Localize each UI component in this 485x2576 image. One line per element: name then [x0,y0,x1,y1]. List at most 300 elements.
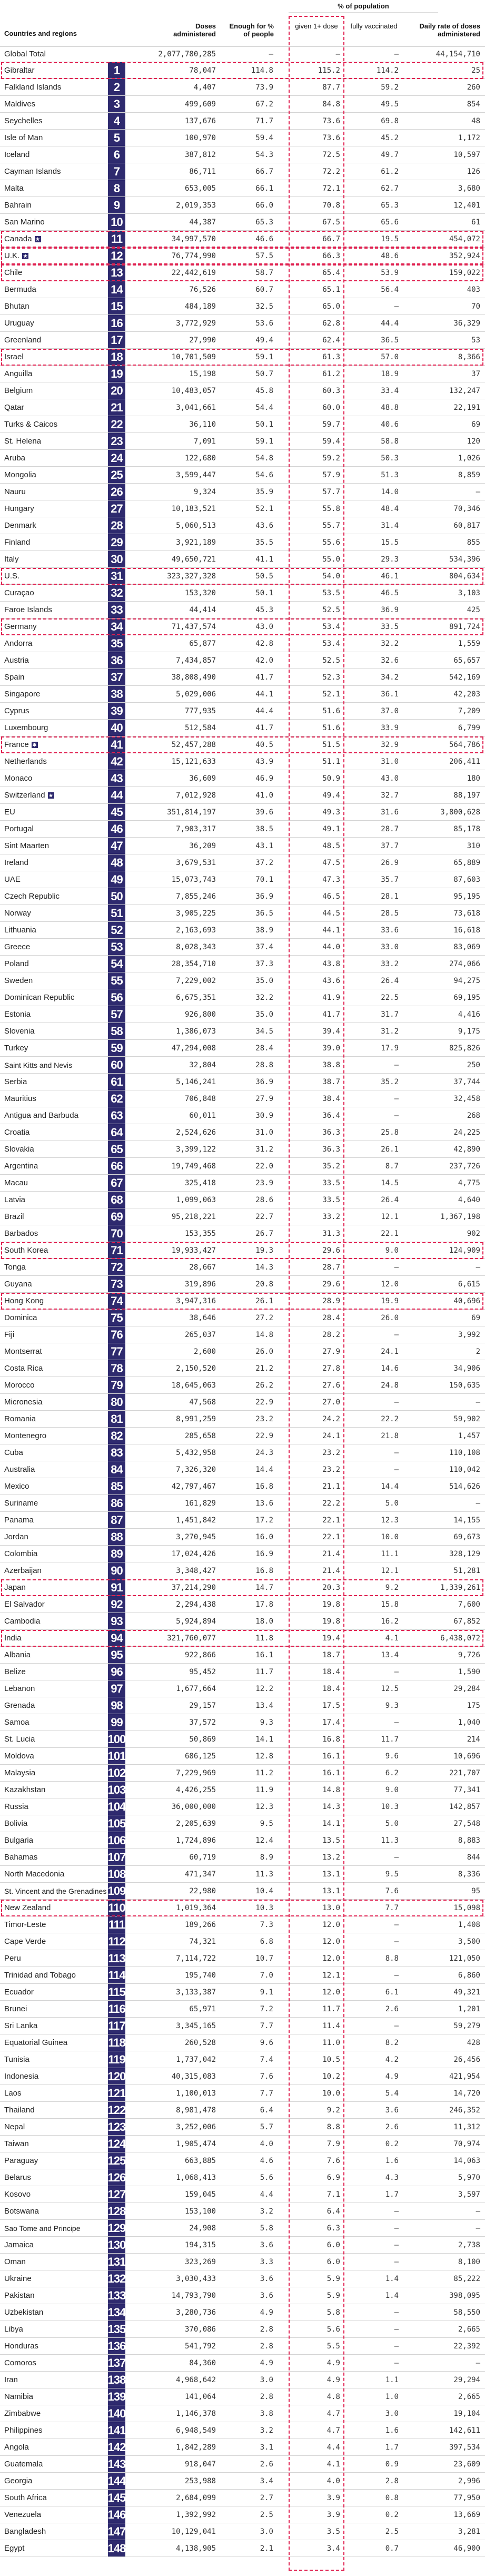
first-dose-cell: 60.3 [322,386,340,395]
daily-rate-cell: – [476,2358,480,2367]
enough-cell: 66.1 [255,184,273,193]
enough-cell: 10.7 [255,1954,273,1963]
doses-cell: 321,760,077 [167,1634,216,1643]
table-row [0,2085,485,2102]
country-name [4,1175,107,1191]
enough-cell: 7.0 [260,1971,273,1980]
fully-vaccinated-cell: 69.8 [381,116,399,125]
daily-rate-cell: 94,275 [453,976,480,985]
country-name [4,551,107,567]
enough-cell: 41.7 [255,723,273,732]
doses-cell: 323,327,328 [167,572,216,581]
enough-cell: 53.6 [255,319,273,328]
table-header [0,0,485,46]
rank-badge: 108 [108,1866,125,1882]
global-daily-rate: 44,154,710 [435,50,480,58]
table-row [0,500,485,517]
table-row [0,2456,485,2473]
fully-vaccinated-cell: – [394,2207,399,2216]
fully-vaccinated-cell: 51.3 [381,470,399,479]
first-dose-cell: 27.0 [322,1398,340,1407]
daily-rate-cell: 22,191 [453,403,480,412]
table-row [0,2270,485,2287]
first-dose-cell: 61.3 [322,352,340,361]
country-name [4,585,107,601]
fully-vaccinated-cell: 12.0 [381,1280,399,1289]
enough-cell: 11.3 [255,1870,273,1879]
country-name [4,1731,107,1747]
rank-badge: 15 [108,298,125,314]
daily-rate-column-header: Daily rate of doses administered [419,22,480,38]
country-name-text: Denmark [4,521,36,530]
doses-cell: 1,724,896 [176,1836,216,1845]
table-row [0,1208,485,1225]
rank-badge: 59 [108,1040,125,1056]
country-name [4,1579,107,1596]
country-name-text: South Korea [4,1246,48,1255]
country-name-text: Costa Rica [4,1364,43,1373]
country-name [4,130,107,146]
table-row [0,197,485,214]
country-name-text: Kosovo [4,2190,31,2199]
first-dose-cell: 14.3 [322,1802,340,1811]
enough-cell: 4.9 [260,2308,273,2317]
country-name-text: Belgium [4,386,33,395]
table-row [0,484,485,500]
fully-vaccinated-cell: 31.7 [381,1010,399,1019]
table-row [0,1074,485,1090]
enough-cell: 5.6 [260,2173,273,2182]
first-dose-cell: 52.1 [322,690,340,699]
fully-vaccinated-cell: 65.6 [381,218,399,227]
doses-cell: 1,068,413 [176,2173,216,2182]
doses-cell: 95,452 [189,1667,216,1676]
fully-vaccinated-cell: 26.4 [381,1195,399,1204]
first-dose-cell: 87.7 [322,83,340,92]
daily-rate-cell: – [476,2207,480,2216]
fully-vaccinated-cell: 12.1 [381,1212,399,1221]
fully-vaccinated-cell: 62.7 [381,184,399,193]
rank-badge: 76 [108,1326,125,1343]
country-name-text: Portugal [4,824,34,833]
rank-badge: 9 [108,197,125,213]
daily-rate-cell: 37 [471,369,480,378]
table-row [0,888,485,905]
country-name [4,838,107,854]
fully-vaccinated-cell: 12.1 [381,1566,399,1575]
first-dose-cell: 27.8 [322,1364,340,1373]
doses-cell: 3,921,189 [176,538,216,547]
rank-badge: 109 [108,1883,125,1899]
first-dose-cell: 33.2 [322,1212,340,1221]
global-name: Global Total [4,50,46,58]
rank-badge: 36 [108,652,125,668]
daily-rate-cell: 142,857 [449,1802,480,1811]
doses-cell: 153,320 [184,588,216,597]
table-row [0,1782,485,1798]
country-name-text: Isle of Man [4,133,43,142]
country-name [4,1596,107,1613]
country-name-text: Uruguay [4,319,34,328]
daily-rate-cell: 25 [471,66,480,75]
enough-cell: 3.6 [260,2240,273,2249]
first-dose-cell: 8.8 [326,2122,340,2131]
fully-vaccinated-cell: 7.6 [385,1886,399,1895]
table-row [0,618,485,635]
first-dose-cell: 21.4 [322,1549,340,1558]
fully-vaccinated-cell: 1.7 [385,2443,399,2452]
daily-rate-cell: 246,352 [449,2106,480,2115]
daily-rate-cell: 70,974 [453,2139,480,2148]
enough-cell: 35.0 [255,1010,273,1019]
table-row [0,585,485,602]
country-name-text: Saint Kitts and Nevis [4,1060,73,1069]
first-dose-cell: 29.6 [322,1280,340,1289]
daily-rate-cell: 825,826 [449,1044,480,1053]
fully-vaccinated-cell: – [394,1448,399,1457]
fully-vaccinated-cell: 33.2 [381,959,399,968]
first-dose-cell: 4.8 [326,2392,340,2401]
rank-badge: 47 [108,838,125,854]
fully-vaccinated-cell: 37.0 [381,706,399,715]
table-row [0,1714,485,1731]
country-name-text: U.S. [4,572,20,581]
fully-vaccinated-cell: 43.0 [381,774,399,783]
table-row [0,736,485,753]
daily-rate-cell: 534,396 [449,555,480,564]
daily-rate-cell: 29,284 [453,1684,480,1693]
fully-vaccinated-cell: 45.2 [381,133,399,142]
country-name-text: Ecuador [4,1988,34,1997]
country-name [4,1343,107,1360]
country-name [4,1849,107,1865]
rank-badge: 2 [108,79,125,95]
rank-badge: 117 [108,2018,125,2034]
table-row [0,2321,485,2338]
first-dose-cell: 43.6 [322,976,340,985]
country-name [4,113,107,129]
daily-rate-cell: 58,550 [453,2308,480,2317]
daily-rate-cell: 88,197 [453,791,480,800]
table-row [0,1647,485,1664]
daily-rate-cell: 855 [467,538,480,547]
rank-badge: 126 [108,2169,125,2186]
enough-cell: 12.2 [255,1684,273,1693]
country-name-text: Lithuania [4,926,36,935]
first-dose-cell: 73.6 [322,133,340,142]
first-dose-cell: 49.3 [322,808,340,817]
country-name [4,787,107,803]
doses-cell: 100,970 [184,133,216,142]
first-dose-cell: 27.9 [322,1347,340,1356]
doses-cell: 86,711 [189,167,216,176]
first-dose-cell: 59.7 [322,420,340,429]
fully-vaccinated-cell: 61.2 [381,167,399,176]
daily-rate-cell: 564,786 [449,740,480,749]
rank-badge: 101 [108,1748,125,1764]
first-dose-cell: 9.2 [326,2106,340,2115]
daily-rate-cell: 53 [471,336,480,345]
table-row [0,467,485,484]
doses-cell: 36,110 [189,420,216,429]
table-row [0,1630,485,1647]
table-row [0,1579,485,1596]
enough-cell: 31.0 [255,1128,273,1137]
doses-cell: 319,896 [184,1280,216,1289]
doses-cell: 6,675,351 [176,993,216,1002]
table-row [0,315,485,332]
table-row [0,1984,485,2001]
fully-vaccinated-cell: 40.6 [381,420,399,429]
country-name-text: Gibraltar [4,66,35,75]
country-name [4,1006,107,1022]
table-row [0,62,485,79]
daily-rate-cell: 1,172 [458,133,480,142]
first-dose-cell: 65.4 [322,268,340,277]
first-dose-cell: 22.1 [322,1516,340,1525]
country-name-text: Fiji [4,1330,15,1339]
daily-rate-cell: 42,890 [453,1145,480,1154]
fully-vaccinated-cell: 33.5 [381,622,399,631]
table-row [0,804,485,821]
daily-rate-cell: 27,548 [453,1819,480,1828]
enough-cell: 4.4 [260,2190,273,2199]
country-name-text: Bahrain [4,201,32,210]
country-name-text: Angola [4,2443,29,2452]
country-name-text: Barbados [4,1229,38,1238]
first-dose-cell: 10.2 [322,2072,340,2081]
country-name-text: Moldova [4,1752,34,1761]
country-name-text: France [4,740,29,749]
enough-cell: 14.7 [255,1583,273,1592]
rank-badge: 16 [108,315,125,331]
daily-rate-cell: 891,724 [449,622,480,631]
table-row [0,939,485,956]
country-name [4,1192,107,1208]
daily-rate-cell: 9,726 [458,1650,480,1659]
fully-vaccinated-cell: 56.4 [381,285,399,294]
country-name-text: Iran [4,2375,18,2384]
daily-rate-cell: 59,279 [453,2021,480,2030]
rank-badge: 127 [108,2186,125,2203]
country-name-text: Spain [4,673,25,682]
rank-badge: 128 [108,2203,125,2219]
first-dose-cell: 51.6 [322,723,340,732]
first-dose-cell: 16.1 [322,1752,340,1761]
fully-vaccinated-cell: 49.5 [381,100,399,109]
rank-badge: 147 [108,2523,125,2540]
first-dose-cell: 5.9 [326,2291,340,2300]
doses-cell: 3,905,225 [176,909,216,918]
doses-cell: 8,028,343 [176,942,216,951]
daily-rate-cell: 6,799 [458,723,480,732]
daily-rate-cell: 77,341 [453,1785,480,1794]
rank-badge: 143 [108,2456,125,2472]
fully-vaccinated-cell: 2.5 [385,2527,399,2536]
rank-badge: 140 [108,2405,125,2422]
first-dose-cell: 24.1 [322,1431,340,1440]
daily-rate-cell: 6,615 [458,1280,480,1289]
doses-cell: 2,600 [193,1347,216,1356]
daily-rate-cell: 69 [471,1313,480,1322]
enough-cell: 16.9 [255,1549,273,1558]
enough-cell: 16.1 [255,1650,273,1659]
daily-rate-cell: 398,095 [449,2291,480,2300]
table-row [0,703,485,720]
rank-badge: 18 [108,349,125,365]
daily-rate-cell: 32,458 [453,1094,480,1103]
first-dose-cell: 12.0 [322,1920,340,1929]
table-row [0,264,485,281]
country-name [4,1950,107,1967]
daily-rate-cell: 15,098 [453,1903,480,1912]
country-name [4,1428,107,1444]
doses-cell: 918,047 [184,2460,216,2469]
country-name [4,1225,107,1242]
doses-cell: 44,414 [189,605,216,614]
first-dose-cell: 43.8 [322,959,340,968]
daily-rate-cell: 60,817 [453,521,480,530]
enough-cell: 54.3 [255,150,273,159]
daily-rate-cell: 1,367,198 [440,1212,480,1221]
country-name-text: Canada [4,234,32,243]
country-name-text: Trinidad and Tobago [4,1971,76,1980]
rank-badge: 78 [108,1360,125,1377]
country-name [4,1765,107,1781]
table-row [0,2422,485,2439]
country-name-text: Aruba [4,454,26,463]
fully-vaccinated-cell: 1.0 [385,2392,399,2401]
doses-cell: 159,045 [184,2190,216,2199]
country-name [4,2001,107,2017]
table-row [0,2287,485,2304]
rank-badge: 35 [108,635,125,652]
doses-cell: 663,885 [184,2156,216,2165]
first-dose-cell: 55.6 [322,538,340,547]
enough-cell: 10.3 [255,1903,273,1912]
country-name-text: Poland [4,959,29,968]
doses-cell: 17,024,426 [171,1549,216,1558]
doses-cell: 2,019,353 [176,201,216,210]
enough-cell: 28.8 [255,1060,273,1069]
rank-badge: 81 [108,1411,125,1427]
table-row [0,787,485,804]
rank-badge: 38 [108,686,125,702]
country-name [4,1832,107,1849]
first-dose-cell: 66.7 [322,234,340,243]
first-dose-cell: 52.3 [322,673,340,682]
country-name-text: Falkland Islands [4,83,62,92]
first-dose-cell: 35.2 [322,1162,340,1171]
first-dose-cell: 33.5 [322,1195,340,1204]
first-dose-cell: 72.1 [322,184,340,193]
country-name [4,854,107,871]
enough-cell: 21.2 [255,1364,273,1373]
enough-cell: 50.7 [255,369,273,378]
fully-vaccinated-cell: 14.0 [381,487,399,496]
first-dose-cell: 47.3 [322,875,340,884]
fully-vaccinated-cell: 8.2 [385,2038,399,2047]
fully-vaccinated-cell: – [394,1853,399,1862]
fully-vaccinated-cell: 33.9 [381,723,399,732]
population-group-header: % of population [338,2,389,10]
rank-badge: 14 [108,281,125,298]
country-name [4,1546,107,1562]
fully-vaccinated-cell: 50.3 [381,454,399,463]
enough-cell: 7.6 [260,2072,273,2081]
doses-cell: 706,848 [184,1094,216,1103]
first-dose-cell: 13.5 [322,1836,340,1845]
enough-cell: 2.8 [260,2325,273,2334]
country-name-text: Bulgaria [4,1836,34,1845]
doses-cell: 9,324 [193,487,216,496]
doses-cell: 95,218,221 [171,1212,216,1221]
fully-vaccinated-cell: 10.3 [381,1802,399,1811]
country-name-text: Sweden [4,976,33,985]
country-name [4,416,107,432]
first-dose-cell: 50.9 [322,774,340,783]
doses-cell: 8,991,259 [176,1414,216,1423]
doses-cell: 1,146,378 [176,2409,216,2418]
rank-badge: 74 [108,1293,125,1309]
country-name-text: Singapore [4,690,41,699]
first-dose-cell: 11.0 [322,2038,340,2047]
first-dose-cell: 61.2 [322,369,340,378]
fully-vaccinated-cell: 8.7 [385,1162,399,1171]
first-dose-cell: 19.4 [322,1634,340,1643]
doses-cell: 36,000,000 [171,1802,216,1811]
enough-cell: 17.8 [255,1600,273,1609]
doses-cell: 76,526 [189,285,216,294]
country-name [4,484,107,500]
first-dose-cell: 3.9 [326,2510,340,2519]
daily-rate-cell: 2 [476,1347,480,1356]
table-row [0,972,485,989]
table-row [0,450,485,467]
fully-vaccinated-cell: 2.8 [385,2476,399,2485]
rank-badge: 1 [108,62,125,78]
daily-rate-cell: 110,108 [449,1448,480,1457]
fully-vaccinated-cell: – [394,2342,399,2351]
first-dose-cell: 52.5 [322,656,340,665]
enough-cell: 27.9 [255,1094,273,1103]
country-name-text: Venezuela [4,2510,42,2519]
country-name [4,1461,107,1478]
rank-badge: 110 [108,1900,125,1916]
table-row [0,1849,485,1866]
country-name-text: Nauru [4,487,26,496]
rank-badge: 115 [108,1984,125,2000]
country-name-text: Chile [4,268,23,277]
fully-vaccinated-cell: 10.0 [381,1532,399,1541]
country-name-text: Slovakia [4,1145,34,1154]
rank-badge: 83 [108,1444,125,1461]
country-name-text: Romania [4,1414,36,1423]
doses-cell: 2,150,520 [176,1364,216,1373]
country-name [4,602,107,618]
doses-cell: 2,524,626 [176,1128,216,1137]
fully-vaccinated-cell: 3.6 [385,2106,399,2115]
doses-cell: 10,129,041 [171,2527,216,2536]
country-name [4,1613,107,1629]
table-row [0,2136,485,2152]
daily-rate-cell: 73,618 [453,909,480,918]
fully-vaccinated-cell: 53.9 [381,268,399,277]
fully-vaccinated-cell: 18.9 [381,369,399,378]
table-row [0,1478,485,1495]
daily-rate-cell: 126 [467,167,480,176]
global-fully-vaccinated: – [394,50,399,58]
